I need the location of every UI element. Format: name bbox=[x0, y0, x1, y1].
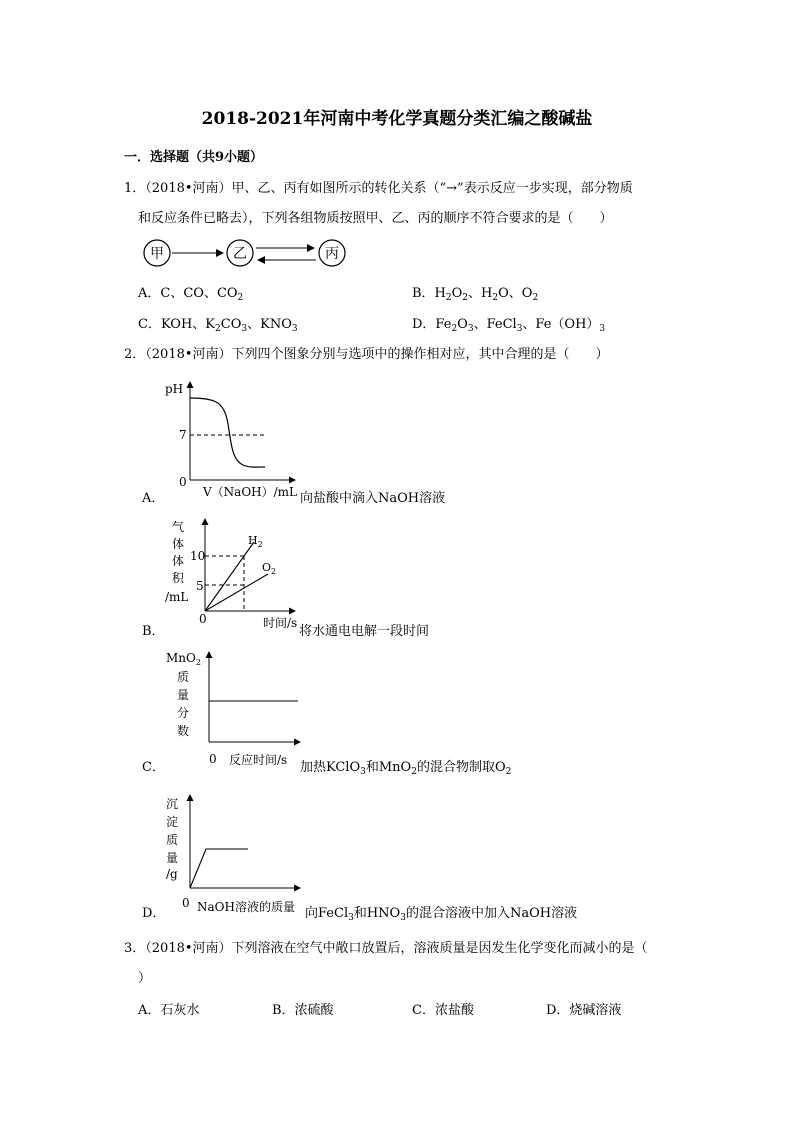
q3-option-c: C．浓盐酸 bbox=[412, 1003, 474, 1018]
graph-b-tick-10: 10 bbox=[190, 549, 206, 563]
graph-b-origin: 0 bbox=[199, 612, 207, 626]
q2-option-c-letter: C． bbox=[142, 760, 165, 775]
q3-option-d: D．烧碱溶液 bbox=[546, 1003, 622, 1018]
q3-option-a: A．石灰水 bbox=[138, 1003, 200, 1018]
node-jia-label: 甲 bbox=[150, 246, 164, 262]
graph-d-ylabel-unit: /g bbox=[166, 867, 178, 881]
graph-b-label-h2: $H_2$ bbox=[248, 534, 263, 549]
graph-d-line bbox=[190, 849, 248, 888]
q2-option-b-desc: 将水通电电解一段时间 bbox=[299, 624, 430, 639]
graph-c-xlabel: 反应时间/s bbox=[229, 753, 288, 767]
q1-option-c: C．KOH、$K_2CO_3$、$KNO_3$ bbox=[138, 317, 298, 334]
page-title: 2018-2021年河南中考化学真题分类汇编之酸碱盐 bbox=[201, 109, 593, 129]
graph-b-ylabel: 气 体 体 积 bbox=[171, 520, 184, 585]
graph-b-tick-5: 5 bbox=[196, 579, 204, 593]
q2-option-a-letter: A． bbox=[142, 491, 165, 506]
graph-d-ylabel: 沉 淀 质 量 bbox=[165, 797, 178, 865]
q1-transformation-diagram bbox=[130, 232, 360, 274]
q2-option-b-letter: B． bbox=[142, 624, 165, 639]
graph-d-xlabel: NaOH溶液的质量 bbox=[197, 900, 295, 914]
graph-c-mno2-fraction bbox=[200, 648, 304, 748]
graph-b-xlabel: 时间/s bbox=[263, 616, 298, 630]
graph-a-curve bbox=[190, 398, 265, 467]
graph-a-origin: 0 bbox=[179, 475, 187, 489]
q2-option-a-desc: 向盐酸中滴入NaOH溶液 bbox=[300, 491, 446, 506]
graph-a-xlabel: V（NaOH）/mL bbox=[203, 485, 298, 499]
graph-c-origin: 0 bbox=[209, 752, 217, 766]
graph-b-ylabel-unit: /mL bbox=[165, 590, 189, 604]
q2-option-d-letter: D． bbox=[142, 906, 166, 921]
node-bing-label: 丙 bbox=[325, 246, 339, 262]
q1-stem-line1: 1．（2018•河南）甲、乙、丙有如图所示的转化关系（“→”表示反应一步实现，部分物质 bbox=[124, 181, 633, 196]
graph-a-ylabel: pH bbox=[165, 382, 184, 396]
graph-d-origin: 0 bbox=[182, 896, 190, 910]
graph-c-ylabel-top: MnO$_2$ bbox=[166, 651, 201, 667]
graph-c-ylabel: 质 量 分 数 bbox=[176, 670, 189, 738]
q3-stem-line2: ） bbox=[138, 971, 152, 986]
q3-stem-line1: 3．（2018•河南）下列溶液在空气中敞口放置后，溶液质量是因发生化学变化而减小的是（ bbox=[124, 941, 648, 956]
graph-b-electrolysis bbox=[190, 514, 300, 618]
node-yi-label: 乙 bbox=[233, 246, 247, 262]
q1-option-a: A．C、CO、$CO_2$ bbox=[138, 286, 244, 303]
section-heading: 一．选择题（共9小题） bbox=[124, 150, 264, 165]
q2-option-c-desc: 加热KClO$_3$和MnO$_2$的混合物制取$O_2$ bbox=[300, 760, 512, 777]
q2-option-d-desc: 向FeCl$_3$和$HNO_3$的混合溶液中加入NaOH溶液 bbox=[305, 906, 578, 923]
q1-option-b: B．$H_2O_2$、$H_2O$、$O_2$ bbox=[412, 286, 539, 303]
graph-a-tick-7: 7 bbox=[179, 428, 187, 442]
graph-d-precipitate bbox=[184, 790, 304, 894]
graph-b-label-o2: $O_2$ bbox=[262, 561, 277, 576]
q1-option-d: D．$Fe_2O_3$、FeCl$_3$、$Fe(OH)_3$ bbox=[412, 317, 606, 334]
graph-b-line-h2 bbox=[205, 542, 254, 611]
q2-stem: 2．（2018•河南）下列四个图象分别与选项中的操作相对应，其中合理的是（ ） bbox=[124, 347, 609, 362]
q3-option-b: B．浓硫酸 bbox=[272, 1003, 334, 1018]
q1-stem-line2: 和反应条件已略去），下列各组物质按照甲、乙、丙的顺序不符合要求的是（ ） bbox=[138, 211, 613, 226]
graph-b-line-o2 bbox=[205, 574, 268, 611]
